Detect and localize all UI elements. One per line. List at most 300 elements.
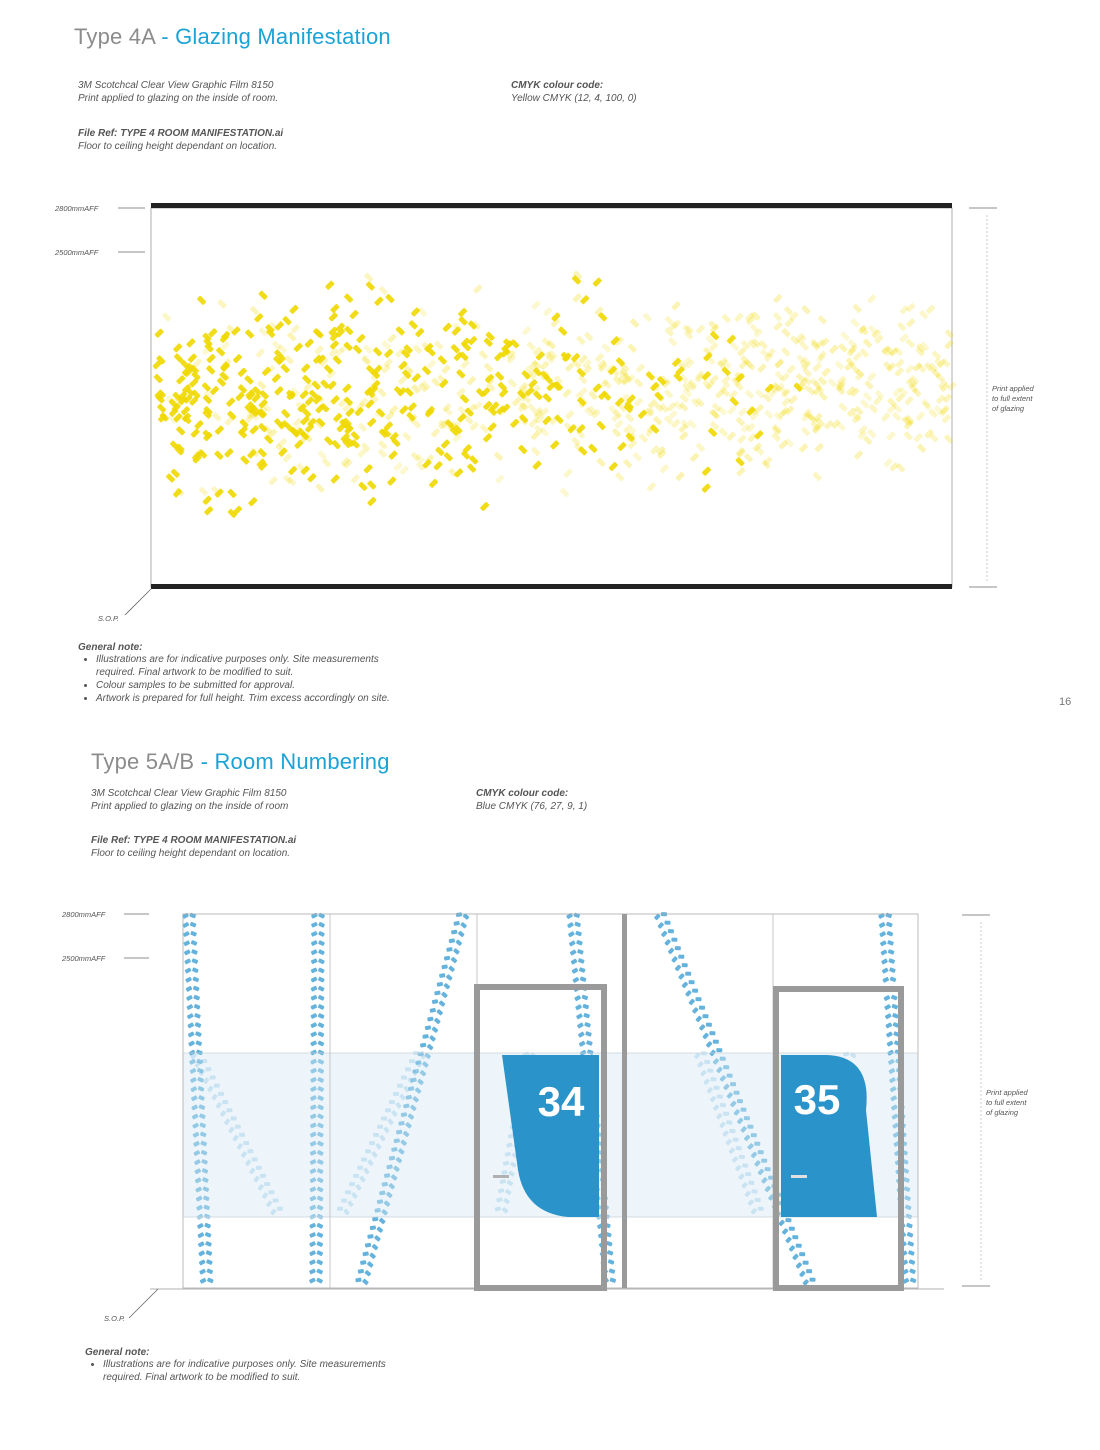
pattern-mark: [226, 1108, 232, 1112]
pattern-mark: [575, 931, 582, 937]
pattern-mark: [444, 956, 451, 961]
type4a-level-2800: 2800mmAFF: [55, 204, 99, 213]
pattern-mark: [311, 922, 318, 928]
pattern-mark: [310, 1004, 317, 1010]
pattern-mark: [661, 930, 668, 937]
pattern-mark: [401, 1075, 407, 1079]
pattern-mark: [231, 1116, 237, 1120]
pattern-mark: [432, 999, 439, 1004]
pattern-mark: [309, 1232, 316, 1238]
pattern-mark: [702, 1014, 708, 1018]
pattern-mark: [739, 1155, 745, 1159]
pattern-mark: [575, 1004, 582, 1010]
pattern-mark: [758, 1206, 764, 1210]
pattern-mark: [311, 913, 318, 919]
pattern-mark: [888, 958, 895, 964]
pattern-mark: [353, 1174, 359, 1178]
pattern-mark: [422, 1034, 429, 1039]
pattern-mark: [377, 1125, 383, 1129]
type4a-level-2500: 2500mmAFF: [55, 248, 99, 257]
pattern-mark: [341, 1198, 347, 1202]
pattern-mark: [579, 1040, 586, 1046]
pattern-mark: [316, 1241, 323, 1247]
pattern-mark: [436, 1009, 443, 1016]
pattern-mark: [199, 1268, 206, 1274]
pattern-mark: [374, 1235, 381, 1242]
pattern-mark: [193, 995, 200, 1001]
pattern-mark: [699, 1024, 706, 1031]
pattern-mark: [450, 957, 457, 964]
type4a-title: Type 4A - Glazing Manifestation: [74, 24, 391, 49]
pattern-mark: [674, 964, 681, 971]
pattern-mark: [316, 1250, 323, 1256]
note-item: required. Final artwork to be modified to suit.: [103, 1372, 301, 1383]
pattern-mark: [198, 1250, 205, 1256]
pattern-mark: [318, 949, 325, 955]
pattern-mark: [420, 1043, 427, 1048]
pattern-mark: [909, 1268, 916, 1274]
pattern-mark: [692, 1007, 699, 1014]
pattern-mark: [568, 931, 575, 937]
pattern-mark: [205, 1067, 211, 1071]
pattern-mark: [720, 1057, 726, 1061]
pattern-mark: [668, 929, 674, 933]
pattern-mark: [608, 1268, 615, 1274]
pattern-mark: [318, 940, 325, 946]
pattern-mark: [699, 1006, 705, 1010]
pattern-mark: [345, 1190, 351, 1194]
pattern-mark: [310, 1013, 317, 1019]
page-number: 16: [1059, 696, 1072, 708]
pattern-mark: [585, 1031, 592, 1037]
pattern-mark: [441, 991, 448, 998]
pattern-mark: [879, 931, 886, 937]
pattern-mark: [191, 958, 198, 964]
pattern-mark: [310, 1040, 317, 1046]
pattern-mark: [385, 1108, 391, 1112]
pattern-mark: [370, 1225, 377, 1230]
type5-title: Type 5A/B - Room Numbering: [91, 749, 390, 774]
pattern-mark: [239, 1133, 245, 1137]
pattern-mark: [429, 1008, 436, 1013]
pattern-mark: [664, 921, 670, 925]
pattern-mark: [799, 1252, 805, 1256]
pattern-mark: [886, 922, 893, 928]
pattern-mark: [688, 980, 694, 984]
pattern-mark: [185, 986, 192, 992]
pattern-mark: [788, 1245, 795, 1252]
note-item: • Illustrations are for indicative purposes only. Site measurements: [103, 1358, 386, 1371]
pattern-mark: [362, 1251, 369, 1256]
pattern-mark: [792, 1235, 798, 1239]
pattern-mark: [891, 995, 898, 1001]
pattern-mark: [187, 1022, 194, 1028]
pattern-mark: [449, 938, 456, 943]
pattern-mark: [729, 1129, 735, 1133]
pattern-mark: [882, 967, 889, 973]
pattern-mark: [355, 1277, 362, 1282]
pattern-mark: [214, 1084, 220, 1088]
pattern-mark: [205, 1250, 212, 1256]
pattern-mark: [685, 972, 691, 976]
pattern-mark: [318, 958, 325, 964]
pattern-mark: [579, 967, 586, 973]
pattern-mark: [318, 931, 325, 937]
pattern-mark: [365, 1243, 372, 1248]
pattern-mark: [664, 939, 671, 946]
pattern-mark: [443, 983, 450, 990]
type5-level-2500: 2500mmAFF: [62, 954, 106, 963]
pattern-mark: [882, 977, 889, 983]
pattern-mark: [889, 967, 896, 973]
pattern-mark: [885, 1022, 892, 1028]
pattern-mark: [608, 1259, 615, 1265]
pattern-mark: [744, 1116, 750, 1120]
pattern-mark: [195, 1031, 202, 1037]
pattern-mark: [799, 1270, 806, 1277]
pattern-mark: [880, 940, 887, 946]
pattern-mark: [695, 997, 701, 1001]
pattern-mark: [311, 958, 318, 964]
pattern-mark: [206, 1268, 213, 1274]
pattern-mark: [883, 995, 890, 1001]
pattern-mark: [316, 1223, 323, 1229]
note-item: • Artwork is prepared for full height. Trim excess accordingly on site.: [96, 692, 390, 705]
pattern-mark: [682, 963, 688, 967]
pattern-mark: [456, 912, 463, 917]
pattern-mark: [884, 1004, 891, 1010]
pattern-mark: [309, 1268, 316, 1274]
pattern-mark: [243, 1141, 249, 1145]
pattern-mark: [789, 1227, 795, 1231]
door-handle-icon: [493, 1175, 509, 1178]
pattern-mark: [692, 989, 698, 993]
pattern-mark: [802, 1261, 808, 1265]
pattern-mark: [879, 922, 886, 928]
pattern-mark: [446, 974, 453, 981]
pattern-mark: [809, 1278, 815, 1282]
pattern-mark: [318, 967, 325, 973]
pattern-mark: [582, 1004, 589, 1010]
pattern-mark: [194, 1022, 201, 1028]
pattern-mark: [192, 967, 199, 973]
pattern-mark: [277, 1207, 283, 1211]
pattern-mark: [311, 977, 318, 983]
pattern-mark: [886, 931, 893, 937]
pattern-mark: [880, 949, 887, 955]
pattern-mark: [577, 1022, 584, 1028]
pattern-mark: [376, 1226, 383, 1233]
pattern-mark: [309, 1241, 316, 1247]
pattern-mark: [371, 1244, 378, 1251]
pattern-mark: [210, 1075, 216, 1079]
pattern-mark: [317, 1022, 324, 1028]
pattern-mark: [309, 1278, 316, 1284]
pattern-mark: [393, 1092, 399, 1096]
pattern-mark: [184, 967, 191, 973]
pattern-mark: [310, 986, 317, 992]
type5-sop: S.O.P.: [104, 1314, 126, 1323]
pattern-mark: [379, 1218, 386, 1225]
pattern-mark: [195, 1040, 202, 1046]
pattern-mark: [704, 1060, 710, 1064]
pattern-mark: [678, 973, 685, 980]
pattern-mark: [710, 1077, 716, 1081]
pattern-mark: [785, 1218, 791, 1222]
pattern-mark: [888, 949, 895, 955]
pattern-mark: [578, 1031, 585, 1037]
pattern-mark: [235, 1125, 241, 1129]
pattern-mark: [453, 948, 460, 955]
pattern-mark: [431, 1026, 438, 1033]
pattern-mark: [885, 912, 892, 918]
type4a-print-note: Print applied to full extent of glazing: [992, 384, 1034, 413]
pattern-mark: [586, 1040, 593, 1046]
pattern-mark: [199, 1259, 206, 1265]
pattern-mark: [702, 1032, 709, 1039]
pattern-mark: [671, 956, 678, 963]
pattern-mark: [584, 1022, 591, 1028]
pattern-mark: [427, 1017, 434, 1022]
pattern-mark: [310, 1031, 317, 1037]
pattern-mark: [688, 998, 695, 1005]
pattern-mark: [318, 1004, 325, 1010]
pattern-mark: [357, 1166, 363, 1170]
pattern-mark: [337, 1207, 343, 1211]
pattern-mark: [358, 1269, 365, 1274]
pattern-mark: [349, 1182, 355, 1186]
pattern-mark: [405, 1067, 411, 1071]
pattern-mark: [887, 940, 894, 946]
pattern-mark: [795, 1262, 802, 1269]
pattern-mark: [186, 1004, 193, 1010]
pattern-mark: [188, 1031, 195, 1037]
pattern-mark: [183, 940, 190, 946]
pattern-mark: [745, 1172, 751, 1176]
pattern-mark: [434, 990, 441, 995]
pattern-mark: [678, 955, 684, 959]
pattern-mark: [207, 1277, 214, 1283]
pattern-mark: [892, 1013, 899, 1019]
pattern-mark: [778, 1219, 785, 1226]
pattern-mark: [747, 1125, 753, 1129]
pattern-mark: [439, 973, 446, 978]
pattern-mark: [730, 1082, 736, 1086]
type4a-elevation: [0, 195, 1100, 615]
pattern-mark: [369, 1252, 376, 1259]
pattern-mark: [427, 1044, 434, 1051]
type5-level-2800: 2800mmAFF: [62, 910, 106, 919]
pattern-mark: [574, 995, 581, 1001]
pattern-mark: [189, 913, 196, 919]
pattern-mark: [742, 1163, 748, 1167]
pattern-mark: [460, 922, 467, 929]
pattern-mark: [310, 1022, 317, 1028]
pattern-mark: [198, 1241, 205, 1247]
type5-general-note: General note: • Illustrations are for indicative purposes only. Site measurements required. Final artwork to be modified to suit.: [85, 1347, 386, 1384]
pattern-mark: [583, 1013, 590, 1019]
pattern-mark: [361, 1157, 367, 1161]
pattern-mark: [886, 1040, 893, 1046]
pattern-mark: [713, 1040, 719, 1044]
pattern-mark: [309, 1259, 316, 1265]
pattern-mark: [318, 913, 325, 919]
note-item: required. Final artwork to be modified to suit.: [96, 667, 294, 678]
room-number-35: 35: [793, 1076, 841, 1123]
pattern-mark: [397, 1084, 403, 1088]
pattern-mark: [569, 940, 576, 946]
pattern-mark: [311, 931, 318, 937]
pattern-mark: [273, 1198, 279, 1202]
pattern-mark: [190, 931, 197, 937]
pattern-mark: [369, 1141, 375, 1145]
pattern-mark: [185, 977, 192, 983]
pattern-mark: [571, 967, 578, 973]
pattern-mark: [194, 1013, 201, 1019]
pattern-mark: [204, 1223, 211, 1229]
pattern-mark: [716, 1048, 722, 1052]
pattern-mark: [365, 1149, 371, 1153]
pattern-mark: [192, 976, 199, 982]
pattern-mark: [570, 949, 577, 955]
pattern-mark: [316, 1278, 323, 1284]
pattern-mark: [381, 1116, 387, 1120]
pattern-mark: [441, 964, 448, 969]
pattern-mark: [723, 1065, 729, 1069]
note-item: • Colour samples to be submitted for approval.: [96, 679, 390, 692]
pattern-mark: [409, 1059, 415, 1063]
pattern-mark: [264, 1182, 270, 1186]
pattern-mark: [437, 982, 444, 987]
note-item: • Illustrations are for indicative purposes only. Site measurements: [96, 653, 390, 666]
pattern-mark: [733, 1091, 739, 1095]
pattern-mark: [885, 1013, 892, 1019]
pattern-mark: [751, 1133, 757, 1137]
pattern-mark: [429, 1035, 436, 1042]
pattern-mark: [890, 976, 897, 982]
pattern-mark: [311, 949, 318, 955]
pattern-mark: [318, 986, 325, 992]
pattern-mark: [910, 1277, 917, 1283]
pattern-mark: [707, 1068, 713, 1072]
pattern-mark: [455, 939, 462, 946]
pattern-mark: [194, 1004, 201, 1010]
pattern-mark: [260, 1174, 266, 1178]
pattern-mark: [193, 986, 200, 992]
pattern-mark: [736, 1146, 742, 1150]
pattern-mark: [761, 1159, 767, 1163]
pattern-mark: [317, 1040, 324, 1046]
pattern-mark: [723, 1111, 729, 1115]
pattern-mark: [732, 1137, 738, 1141]
pattern-mark: [740, 1108, 746, 1112]
pattern-mark: [737, 1099, 743, 1103]
pattern-mark: [389, 1100, 395, 1104]
pattern-mark: [891, 1004, 898, 1010]
pattern-mark: [671, 938, 677, 942]
pattern-mark: [453, 921, 460, 926]
pattern-mark: [802, 1279, 809, 1286]
type4a-general-note: General note: • Illustrations are for indicative purposes only. Site measurements required. Final artwork to be modified to suit. • Colour samples to be submitted for approval. • Artwork is prepared for full height. Trim excess accordingly on site.: [78, 642, 390, 705]
pattern-mark: [199, 1278, 206, 1284]
pattern-mark: [183, 931, 190, 937]
pattern-mark: [201, 1059, 207, 1063]
pattern-mark: [755, 1198, 761, 1202]
pattern-mark: [572, 977, 579, 983]
room-number-34: 34: [537, 1078, 585, 1125]
pattern-mark: [668, 947, 675, 954]
pattern-mark: [318, 922, 325, 928]
pattern-mark: [908, 1250, 915, 1256]
pattern-mark: [268, 1190, 274, 1194]
pattern-mark: [360, 1260, 367, 1265]
pattern-mark: [451, 930, 458, 935]
pattern-mark: [205, 1232, 212, 1238]
pattern-mark: [764, 1167, 770, 1171]
pattern-mark: [367, 1261, 374, 1268]
pattern-mark: [317, 1031, 324, 1037]
pattern-mark: [438, 1000, 445, 1007]
pattern-mark: [197, 1232, 204, 1238]
pattern-mark: [607, 1250, 614, 1256]
pattern-mark: [806, 1269, 812, 1273]
type5-fileref: File Ref: TYPE 4 ROOM MANIFESTATION.ai Floor to ceiling height dependant on location.: [91, 835, 297, 859]
pattern-mark: [458, 931, 465, 938]
type5-material: 3M Scotchcal Clear View Graphic Film 8150 Print applied to glazing on the inside of room: [91, 788, 289, 812]
pattern-mark: [318, 1013, 325, 1019]
pattern-mark: [748, 1181, 754, 1185]
pattern-mark: [886, 1031, 893, 1037]
pattern-mark: [782, 1228, 789, 1235]
pattern-mark: [364, 1270, 371, 1277]
pattern-mark: [720, 1103, 726, 1107]
type5-cmyk: CMYK colour code: Blue CMYK (76, 27, 9, 1): [476, 788, 588, 812]
pattern-mark: [309, 1250, 316, 1256]
type4a-fileref: File Ref: TYPE 4 ROOM MANIFESTATION.ai Floor to ceiling height dependant on location.: [78, 128, 284, 152]
pattern-mark: [657, 922, 664, 929]
type5-elevation: [0, 900, 1100, 1320]
type4a-material: 3M Scotchcal Clear View Graphic Film 8150 Print applied to glazing on the inside of room.: [78, 80, 279, 104]
pattern-mark: [695, 1015, 702, 1022]
pattern-mark: [577, 949, 584, 955]
pattern-mark: [316, 1268, 323, 1274]
pattern-mark: [190, 922, 197, 928]
pattern-mark: [578, 958, 585, 964]
pattern-mark: [186, 995, 193, 1001]
pattern-mark: [907, 1232, 914, 1238]
pattern-mark: [709, 1031, 715, 1035]
pattern-mark: [573, 912, 580, 918]
pattern-mark: [675, 946, 681, 950]
pattern-mark: [311, 967, 318, 973]
pattern-mark: [310, 995, 317, 1001]
pattern-mark: [311, 940, 318, 946]
pattern-mark: [796, 1244, 802, 1248]
pattern-mark: [362, 1278, 369, 1285]
pattern-mark: [316, 1259, 323, 1265]
pattern-mark: [191, 949, 198, 955]
pattern-mark: [184, 949, 191, 955]
pattern-mark: [713, 1086, 719, 1090]
pattern-mark: [785, 1236, 792, 1243]
type4a-sop: S.O.P.: [98, 614, 120, 623]
pattern-mark: [581, 995, 588, 1001]
pattern-mark: [318, 977, 325, 983]
pattern-mark: [434, 1018, 441, 1025]
pattern-mark: [318, 995, 325, 1001]
pattern-mark: [206, 1259, 213, 1265]
pattern-mark: [609, 1277, 616, 1283]
